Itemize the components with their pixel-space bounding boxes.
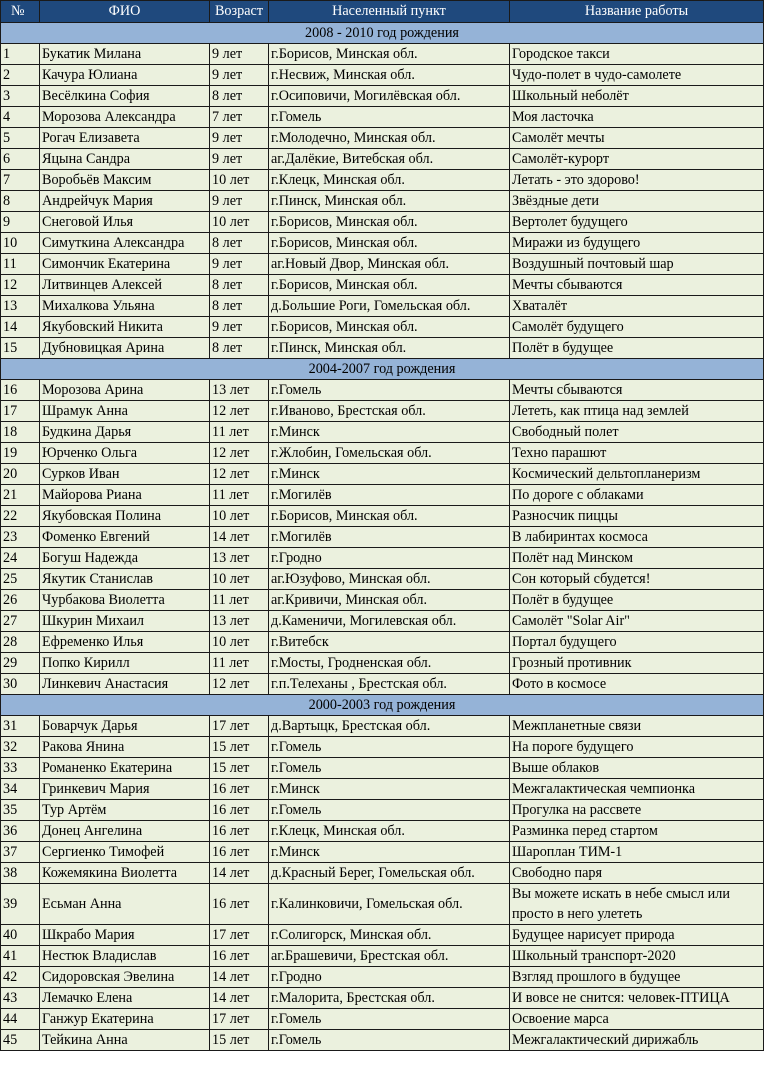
cell-work: Портал будущего (510, 632, 764, 653)
cell-name: Букатик Милана (40, 44, 210, 65)
table-row (1, 842, 764, 863)
cell-place: г.Несвиж, Минская обл. (269, 65, 510, 86)
table-row (1, 401, 764, 422)
table-row (1, 191, 764, 212)
cell-place: г.Молодечно, Минская обл. (269, 128, 510, 149)
cell-name: Якубовский Никита (40, 317, 210, 338)
cell-num: 9 (1, 212, 40, 233)
table-row (1, 988, 764, 1009)
cell-work: Разносчик пиццы (510, 506, 764, 527)
cell-age: 8 лет (210, 296, 269, 317)
cell-work: Воздушный почтовый шар (510, 254, 764, 275)
header-work: Название работы (510, 1, 764, 23)
cell-num: 15 (1, 338, 40, 359)
cell-work: Чудо-полет в чудо-самолете (510, 65, 764, 86)
cell-num: 38 (1, 863, 40, 884)
cell-place: аг.Новый Двор, Минская обл. (269, 254, 510, 275)
group-title: 2008 - 2010 год рождения (1, 23, 764, 44)
cell-age: 14 лет (210, 967, 269, 988)
cell-name: Ракова Янина (40, 737, 210, 758)
cell-num: 25 (1, 569, 40, 590)
cell-num: 11 (1, 254, 40, 275)
cell-work: Разминка перед стартом (510, 821, 764, 842)
cell-age: 10 лет (210, 569, 269, 590)
cell-place: аг.Брашевичи, Брестская обл. (269, 946, 510, 967)
cell-num: 43 (1, 988, 40, 1009)
cell-num: 36 (1, 821, 40, 842)
cell-work: Самолёт-курорт (510, 149, 764, 170)
table-row (1, 758, 764, 779)
group-header-row (1, 359, 764, 380)
cell-name: Литвинцев Алексей (40, 275, 210, 296)
cell-place: д.Каменичи, Могилевская обл. (269, 611, 510, 632)
cell-place: г.Гомель (269, 758, 510, 779)
cell-work: Лететь, как птица над землей (510, 401, 764, 422)
cell-num: 22 (1, 506, 40, 527)
cell-name: Морозова Арина (40, 380, 210, 401)
cell-name: Ефременко Илья (40, 632, 210, 653)
cell-work: Вы можете искать в небе смысл или просто в него улететь (510, 884, 764, 925)
cell-place: аг.Кривичи, Минская обл. (269, 590, 510, 611)
cell-name: Симончик Екатерина (40, 254, 210, 275)
cell-age: 16 лет (210, 842, 269, 863)
table-row (1, 65, 764, 86)
cell-place: г.Клецк, Минская обл. (269, 821, 510, 842)
cell-num: 27 (1, 611, 40, 632)
table-row (1, 443, 764, 464)
header-age: Возраст (210, 1, 269, 23)
cell-name: Боварчук Дарья (40, 716, 210, 737)
cell-work: Грозный противник (510, 653, 764, 674)
cell-name: Кожемякина Виолетта (40, 863, 210, 884)
table-row (1, 779, 764, 800)
cell-num: 13 (1, 296, 40, 317)
cell-place: г.Минск (269, 464, 510, 485)
cell-place: г.Борисов, Минская обл. (269, 44, 510, 65)
cell-name: Шкурин Михаил (40, 611, 210, 632)
cell-age: 11 лет (210, 590, 269, 611)
cell-work: В лабиринтах космоса (510, 527, 764, 548)
cell-place: г.Борисов, Минская обл. (269, 506, 510, 527)
cell-name: Андрейчук Мария (40, 191, 210, 212)
cell-name: Донец Ангелина (40, 821, 210, 842)
cell-work: Вертолет будущего (510, 212, 764, 233)
cell-work: Полёт над Минском (510, 548, 764, 569)
cell-num: 8 (1, 191, 40, 212)
cell-work: Полёт в будущее (510, 590, 764, 611)
cell-age: 15 лет (210, 737, 269, 758)
table-row (1, 107, 764, 128)
cell-name: Лемачко Елена (40, 988, 210, 1009)
cell-num: 16 (1, 380, 40, 401)
table-row (1, 212, 764, 233)
table-row (1, 44, 764, 65)
cell-age: 13 лет (210, 548, 269, 569)
header-row (1, 1, 764, 23)
cell-num: 33 (1, 758, 40, 779)
cell-work: Межгалактический дирижабль (510, 1030, 764, 1051)
cell-place: г.Минск (269, 422, 510, 443)
cell-age: 16 лет (210, 779, 269, 800)
cell-name: Богуш Надежда (40, 548, 210, 569)
cell-num: 32 (1, 737, 40, 758)
cell-age: 16 лет (210, 884, 269, 925)
cell-num: 21 (1, 485, 40, 506)
cell-name: Шкрабо Мария (40, 925, 210, 946)
cell-age: 9 лет (210, 128, 269, 149)
cell-age: 12 лет (210, 401, 269, 422)
cell-place: аг.Далёкие, Витебская обл. (269, 149, 510, 170)
cell-work: Техно парашют (510, 443, 764, 464)
cell-place: г.Минск (269, 779, 510, 800)
cell-work: Самолёт "Solar Air" (510, 611, 764, 632)
cell-name: Будкина Дарья (40, 422, 210, 443)
cell-num: 24 (1, 548, 40, 569)
cell-age: 17 лет (210, 925, 269, 946)
cell-name: Гринкевич Мария (40, 779, 210, 800)
table-row (1, 527, 764, 548)
cell-num: 23 (1, 527, 40, 548)
cell-age: 10 лет (210, 632, 269, 653)
table-row (1, 506, 764, 527)
cell-work: По дороге с облаками (510, 485, 764, 506)
table-row (1, 275, 764, 296)
cell-work: Свободно паря (510, 863, 764, 884)
cell-num: 3 (1, 86, 40, 107)
cell-num: 10 (1, 233, 40, 254)
cell-name: Чурбакова Виолетта (40, 590, 210, 611)
cell-place: д.Красный Берег, Гомельская обл. (269, 863, 510, 884)
cell-num: 34 (1, 779, 40, 800)
table-row (1, 149, 764, 170)
cell-name: Якубовская Полина (40, 506, 210, 527)
cell-age: 7 лет (210, 107, 269, 128)
cell-num: 5 (1, 128, 40, 149)
cell-work: Мечты сбываются (510, 275, 764, 296)
cell-age: 16 лет (210, 821, 269, 842)
cell-age: 9 лет (210, 191, 269, 212)
cell-age: 8 лет (210, 338, 269, 359)
cell-place: г.Жлобин, Гомельская обл. (269, 443, 510, 464)
cell-name: Романенко Екатерина (40, 758, 210, 779)
cell-work: Шароплан ТИМ-1 (510, 842, 764, 863)
cell-place: г.Гомель (269, 737, 510, 758)
cell-work: Будущее нарисует природа (510, 925, 764, 946)
cell-age: 10 лет (210, 170, 269, 191)
table-row (1, 946, 764, 967)
cell-age: 12 лет (210, 464, 269, 485)
table-row (1, 1030, 764, 1051)
table-row (1, 233, 764, 254)
cell-age: 11 лет (210, 485, 269, 506)
table-row (1, 590, 764, 611)
table-row (1, 967, 764, 988)
group-title: 2004-2007 год рождения (1, 359, 764, 380)
cell-work: Школьный неболёт (510, 86, 764, 107)
cell-name: Ганжур Екатерина (40, 1009, 210, 1030)
cell-name: Снеговой Илья (40, 212, 210, 233)
cell-age: 14 лет (210, 863, 269, 884)
cell-work: Мечты сбываются (510, 380, 764, 401)
cell-place: г.Гомель (269, 800, 510, 821)
cell-place: д.Большие Роги, Гомельская обл. (269, 296, 510, 317)
cell-place: г.Витебск (269, 632, 510, 653)
cell-work: Школьный транспорт-2020 (510, 946, 764, 967)
table-row (1, 485, 764, 506)
group-header-row (1, 695, 764, 716)
table-row (1, 548, 764, 569)
table-row (1, 800, 764, 821)
cell-work: Фото в космосе (510, 674, 764, 695)
table-row (1, 254, 764, 275)
cell-num: 6 (1, 149, 40, 170)
cell-place: г.Клецк, Минская обл. (269, 170, 510, 191)
cell-work: Межпланетные связи (510, 716, 764, 737)
table-row (1, 170, 764, 191)
cell-num: 14 (1, 317, 40, 338)
table-row (1, 737, 764, 758)
cell-num: 18 (1, 422, 40, 443)
cell-age: 16 лет (210, 800, 269, 821)
cell-work: Самолёт будущего (510, 317, 764, 338)
cell-age: 17 лет (210, 1009, 269, 1030)
table-row (1, 653, 764, 674)
cell-work: Моя ласточка (510, 107, 764, 128)
table-row (1, 128, 764, 149)
cell-place: г.Мосты, Гродненская обл. (269, 653, 510, 674)
cell-age: 11 лет (210, 653, 269, 674)
cell-num: 1 (1, 44, 40, 65)
cell-name: Сергиенко Тимофей (40, 842, 210, 863)
cell-name: Воробьёв Максим (40, 170, 210, 191)
cell-place: г.Гродно (269, 548, 510, 569)
table-row (1, 674, 764, 695)
cell-age: 10 лет (210, 212, 269, 233)
cell-place: г.Осиповичи, Могилёвская обл. (269, 86, 510, 107)
cell-age: 8 лет (210, 233, 269, 254)
cell-num: 40 (1, 925, 40, 946)
cell-place: г.Могилёв (269, 527, 510, 548)
cell-name: Линкевич Анастасия (40, 674, 210, 695)
cell-num: 17 (1, 401, 40, 422)
cell-name: Симуткина Александра (40, 233, 210, 254)
cell-work: И вовсе не снится: человек-ПТИЦА (510, 988, 764, 1009)
cell-place: г.Пинск, Минская обл. (269, 338, 510, 359)
cell-place: г.Минск (269, 842, 510, 863)
cell-num: 29 (1, 653, 40, 674)
table-row (1, 338, 764, 359)
cell-place: г.Гомель (269, 107, 510, 128)
cell-work: Городское такси (510, 44, 764, 65)
cell-name: Тейкина Анна (40, 1030, 210, 1051)
cell-age: 9 лет (210, 149, 269, 170)
cell-age: 9 лет (210, 65, 269, 86)
cell-num: 28 (1, 632, 40, 653)
cell-work: Миражи из будущего (510, 233, 764, 254)
cell-name: Сурков Иван (40, 464, 210, 485)
cell-num: 7 (1, 170, 40, 191)
cell-work: Взгляд прошлого в будущее (510, 967, 764, 988)
cell-place: г.Борисов, Минская обл. (269, 275, 510, 296)
cell-work: Свободный полет (510, 422, 764, 443)
cell-num: 12 (1, 275, 40, 296)
cell-age: 16 лет (210, 946, 269, 967)
table-row (1, 569, 764, 590)
cell-name: Нестюк Владислав (40, 946, 210, 967)
cell-name: Майорова Риана (40, 485, 210, 506)
cell-work: Космический дельтопланеризм (510, 464, 764, 485)
table-row (1, 716, 764, 737)
cell-age: 12 лет (210, 443, 269, 464)
cell-place: г.Гродно (269, 967, 510, 988)
cell-name: Яцына Сандра (40, 149, 210, 170)
cell-work: Прогулка на рассвете (510, 800, 764, 821)
cell-place: аг.Юзуфово, Минская обл. (269, 569, 510, 590)
table-row (1, 296, 764, 317)
cell-name: Якутик Станислав (40, 569, 210, 590)
table-row (1, 632, 764, 653)
cell-age: 14 лет (210, 988, 269, 1009)
cell-age: 13 лет (210, 611, 269, 632)
cell-name: Весёлкина София (40, 86, 210, 107)
cell-name: Морозова Александра (40, 107, 210, 128)
cell-place: г.Иваново, Брестская обл. (269, 401, 510, 422)
cell-name: Шрамук Анна (40, 401, 210, 422)
cell-name: Качура Юлиана (40, 65, 210, 86)
group-header-row (1, 23, 764, 44)
cell-num: 42 (1, 967, 40, 988)
cell-num: 30 (1, 674, 40, 695)
table-row (1, 611, 764, 632)
cell-work: Летать - это здорово! (510, 170, 764, 191)
cell-age: 11 лет (210, 422, 269, 443)
cell-num: 20 (1, 464, 40, 485)
cell-age: 10 лет (210, 506, 269, 527)
cell-age: 14 лет (210, 527, 269, 548)
cell-place: г.Борисов, Минская обл. (269, 233, 510, 254)
cell-work: Самолёт мечты (510, 128, 764, 149)
cell-work: На пороге будущего (510, 737, 764, 758)
cell-name: Юрченко Ольга (40, 443, 210, 464)
cell-work: Сон который сбудется! (510, 569, 764, 590)
cell-num: 44 (1, 1009, 40, 1030)
cell-age: 8 лет (210, 275, 269, 296)
cell-place: г.Борисов, Минская обл. (269, 317, 510, 338)
cell-name: Рогач Елизавета (40, 128, 210, 149)
cell-age: 15 лет (210, 1030, 269, 1051)
cell-num: 45 (1, 1030, 40, 1051)
cell-place: г.Гомель (269, 1009, 510, 1030)
cell-num: 39 (1, 884, 40, 925)
cell-place: г.Малорита, Брестская обл. (269, 988, 510, 1009)
cell-place: г.Борисов, Минская обл. (269, 212, 510, 233)
cell-place: г.Гомель (269, 1030, 510, 1051)
table-body (1, 23, 764, 1051)
cell-place: г.Могилёв (269, 485, 510, 506)
header-place: Населенный пункт (269, 1, 510, 23)
table-row (1, 863, 764, 884)
cell-work: Выше облаков (510, 758, 764, 779)
cell-age: 9 лет (210, 44, 269, 65)
cell-name: Михалкова Ульяна (40, 296, 210, 317)
cell-name: Тур Артём (40, 800, 210, 821)
cell-age: 15 лет (210, 758, 269, 779)
cell-num: 31 (1, 716, 40, 737)
header-name: ФИО (40, 1, 210, 23)
cell-place: г.Калинковичи, Гомельская обл. (269, 884, 510, 925)
cell-name: Сидоровская Эвелина (40, 967, 210, 988)
cell-num: 2 (1, 65, 40, 86)
table-row (1, 464, 764, 485)
cell-age: 17 лет (210, 716, 269, 737)
cell-age: 8 лет (210, 86, 269, 107)
cell-num: 41 (1, 946, 40, 967)
cell-name: Дубновицкая Арина (40, 338, 210, 359)
table-row (1, 317, 764, 338)
cell-age: 9 лет (210, 254, 269, 275)
cell-age: 12 лет (210, 674, 269, 695)
cell-place: г.Солигорск, Минская обл. (269, 925, 510, 946)
table-row (1, 884, 764, 925)
cell-place: г.Гомель (269, 380, 510, 401)
cell-work: Освоение марса (510, 1009, 764, 1030)
cell-num: 35 (1, 800, 40, 821)
table-row (1, 422, 764, 443)
header-num: № (1, 1, 40, 23)
cell-name: Есьман Анна (40, 884, 210, 925)
cell-age: 13 лет (210, 380, 269, 401)
cell-age: 9 лет (210, 317, 269, 338)
table-row (1, 1009, 764, 1030)
cell-work: Звёздные дети (510, 191, 764, 212)
table-row (1, 380, 764, 401)
cell-name: Фоменко Евгений (40, 527, 210, 548)
cell-name: Попко Кирилл (40, 653, 210, 674)
cell-work: Межгалактическая чемпионка (510, 779, 764, 800)
cell-work: Хваталёт (510, 296, 764, 317)
cell-place: г.п.Телеханы , Брестская обл. (269, 674, 510, 695)
table-row (1, 86, 764, 107)
group-title: 2000-2003 год рождения (1, 695, 764, 716)
cell-num: 19 (1, 443, 40, 464)
cell-work: Полёт в будущее (510, 338, 764, 359)
table-row (1, 821, 764, 842)
cell-num: 26 (1, 590, 40, 611)
cell-num: 4 (1, 107, 40, 128)
cell-place: д.Вартыцк, Брестская обл. (269, 716, 510, 737)
cell-place: г.Пинск, Минская обл. (269, 191, 510, 212)
cell-num: 37 (1, 842, 40, 863)
table-row (1, 925, 764, 946)
